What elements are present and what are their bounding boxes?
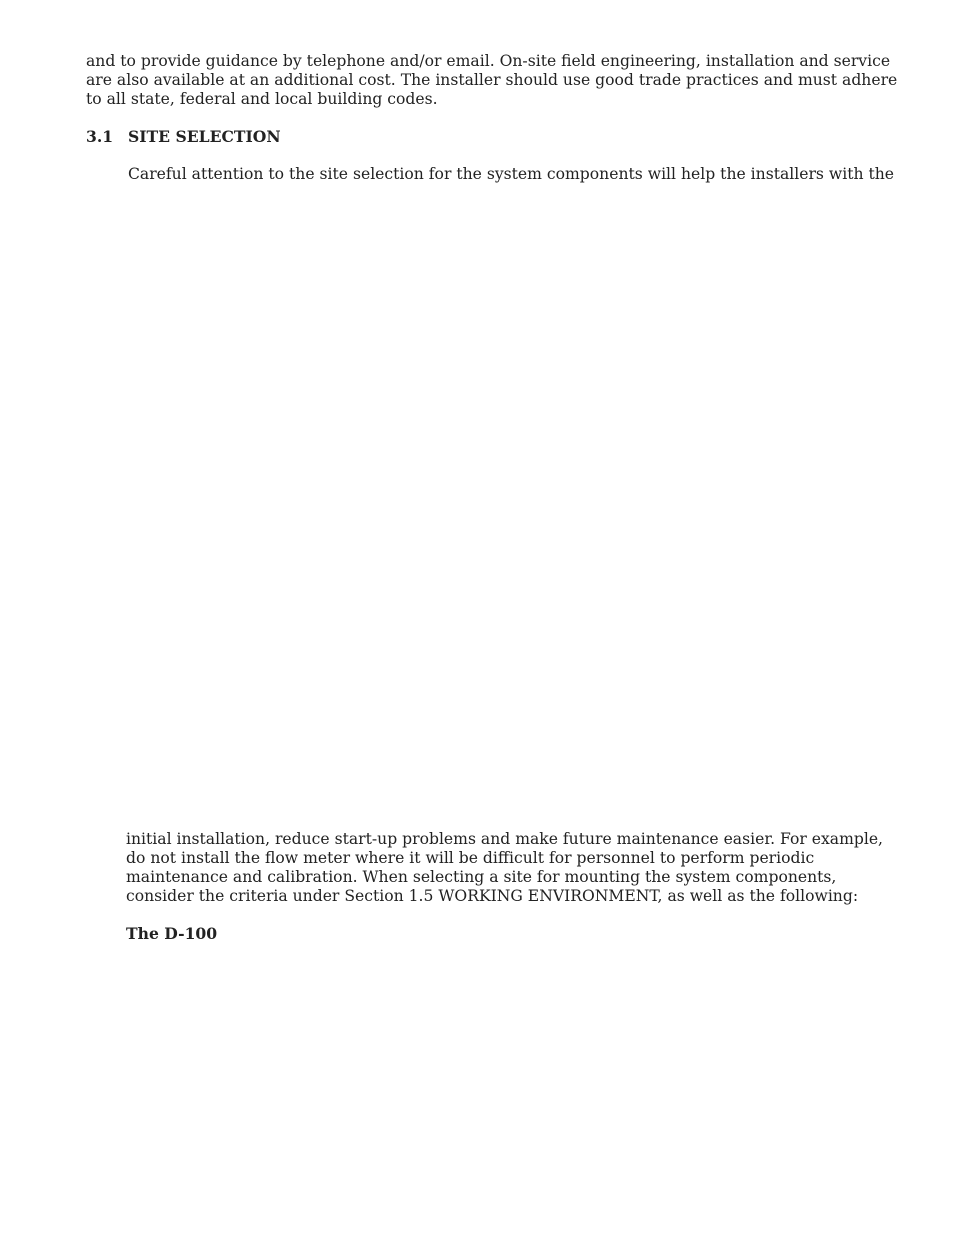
- paragraph-line: to all state, federal and local building codes.: [86, 90, 438, 108]
- subheading: The D-100: [126, 924, 218, 943]
- paragraph-line: Careful attention to the site selection for the system components will help the installers with the: [128, 165, 895, 183]
- intro-paragraph: [86, 52, 897, 109]
- paragraph-line: are also available at an additional cost. The installer should use good trade practices and must adhere: [86, 71, 898, 89]
- paragraph-line: do not install the flow meter where it will be difficult for personnel to perform periodic: [126, 849, 815, 867]
- paragraph-line: and to provide guidance by telephone and/or email. On-site field engineering, installation and service: [86, 52, 891, 70]
- section-number: 3.1: [86, 127, 114, 146]
- site-selection-paragraph-start: [128, 165, 894, 184]
- site-selection-paragraph-continuation: [126, 830, 883, 906]
- section-heading: [86, 127, 281, 146]
- paragraph-line: maintenance and calibration. When selecting a site for mounting the system components,: [126, 868, 837, 886]
- section-title: SITE SELECTION: [128, 127, 281, 146]
- paragraph-line: initial installation, reduce start-up problems and make future maintenance easier. For example,: [126, 830, 884, 848]
- paragraph-line: consider the criteria under Section 1.5 WORKING ENVIRONMENT, as well as the following:: [126, 887, 859, 905]
